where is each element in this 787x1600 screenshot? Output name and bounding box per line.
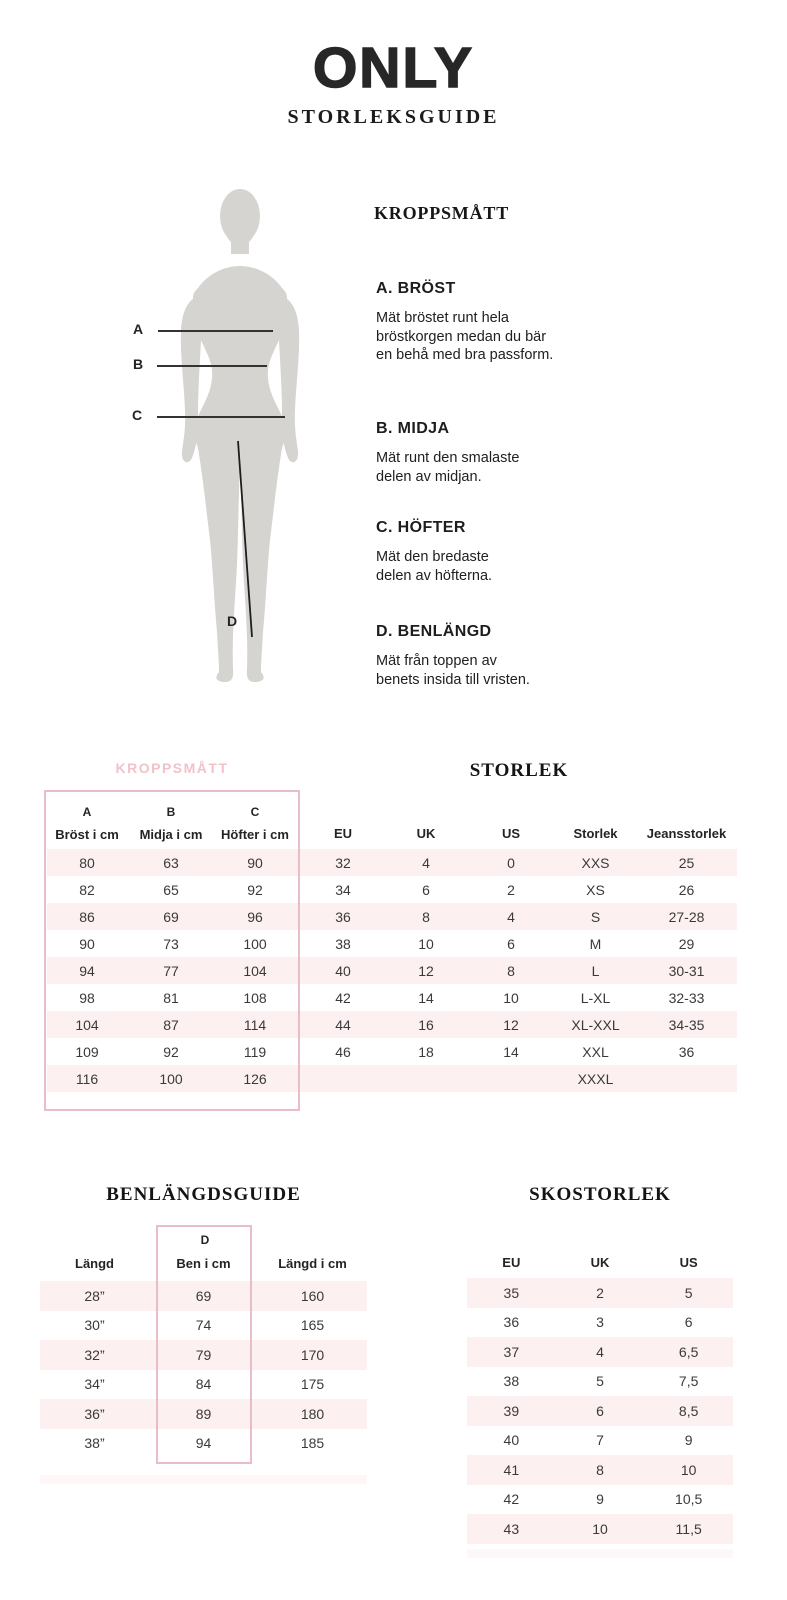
section-title: C. HÖFTER bbox=[376, 519, 466, 536]
table-row: 90 73 100 bbox=[79, 935, 267, 952]
section-title: A. BRÖST bbox=[376, 280, 456, 297]
leg-table-title: BENLÄNGDSGUIDE bbox=[106, 1184, 301, 1205]
section-title: B. MIDJA bbox=[376, 420, 450, 437]
body-table-label: KROPPSMÅTT bbox=[115, 760, 229, 776]
section-text: Mät från toppen av benets insida till vristen. bbox=[376, 653, 530, 688]
table-row: 94 77 104 bbox=[79, 962, 267, 979]
table-row: 36 3 6 bbox=[503, 1314, 693, 1331]
table-row: 35 2 5 bbox=[467, 1278, 733, 1308]
column-header: US bbox=[501, 826, 521, 841]
table-row: 43 10 11,5 bbox=[467, 1514, 733, 1544]
measurement-section-waist bbox=[376, 420, 596, 486]
column-letter: B bbox=[166, 805, 176, 819]
size-table-header bbox=[303, 826, 735, 841]
table-row: 44 16 12 XL-XXL 34-35 bbox=[47, 1011, 737, 1038]
table-row: 42 9 10,5 bbox=[503, 1491, 703, 1508]
page-title: STORLEKSGUIDE bbox=[287, 106, 500, 128]
shoe-table-title: SKOSTORLEK bbox=[529, 1184, 671, 1205]
measure-line-a bbox=[158, 330, 273, 332]
table-row: 36” 89 180 bbox=[40, 1399, 367, 1429]
fade-stripe bbox=[467, 1549, 733, 1558]
section-text: Mät bröstet runt hela bröstkorgen medan du bär en behå med bra passform. bbox=[376, 310, 554, 363]
table-row: 32” 79 170 bbox=[40, 1340, 367, 1370]
table-row: 41 8 10 bbox=[467, 1455, 733, 1485]
body-table-frame bbox=[44, 790, 300, 1111]
table-row: 116 100 126 bbox=[75, 1070, 267, 1087]
table-row: 109 92 119 bbox=[75, 1043, 267, 1060]
shoe-table-header bbox=[467, 1255, 733, 1270]
diagram-label-b: B bbox=[133, 356, 144, 372]
column-header: UK bbox=[590, 1255, 610, 1270]
diagram-label-a: A bbox=[133, 321, 144, 337]
table-row: 46 18 14 XXL 36 bbox=[335, 1043, 695, 1060]
column-header: Storlek bbox=[573, 826, 618, 841]
column-header: Längd i cm bbox=[278, 1256, 347, 1271]
section-title: D. BENLÄNGD bbox=[376, 623, 492, 640]
section-text: Mät den bredaste delen av höfterna. bbox=[376, 549, 493, 584]
size-table-title: STORLEK bbox=[469, 760, 569, 781]
fade-stripe bbox=[40, 1475, 367, 1484]
table-row: 38 10 6 M 29 bbox=[335, 935, 695, 952]
table-row: 37 4 6,5 bbox=[467, 1337, 733, 1367]
measurement-section-leg bbox=[376, 623, 596, 689]
female-silhouette-icon bbox=[120, 188, 320, 688]
column-header: EU bbox=[333, 826, 353, 841]
body-measurements-heading: KROPPSMÅTT bbox=[374, 203, 510, 223]
column-header: US bbox=[679, 1255, 698, 1270]
table-row: 38 5 7,5 bbox=[503, 1373, 699, 1390]
column-header: Ben i cm bbox=[176, 1256, 231, 1271]
column-header: EU bbox=[502, 1255, 521, 1270]
leg-table-d-label: D bbox=[200, 1233, 210, 1247]
brand-logo: ONLY bbox=[312, 36, 475, 100]
shoe-table-rows bbox=[467, 1278, 733, 1544]
table-row: 30” 74 165 bbox=[84, 1317, 325, 1334]
column-letter: C bbox=[250, 805, 260, 819]
table-row: 80 63 90 bbox=[79, 854, 263, 871]
column-header: Jeansstorlek bbox=[646, 826, 727, 841]
diagram-label-c: C bbox=[132, 407, 143, 423]
measure-line-b bbox=[157, 365, 267, 367]
table-row: 39 6 8,5 bbox=[467, 1396, 733, 1426]
body-diagram bbox=[120, 188, 320, 688]
diagram-label-d: D bbox=[227, 613, 238, 629]
column-header: Midja i cm bbox=[139, 827, 203, 842]
table-row: 36 8 4 S 27-28 bbox=[47, 903, 737, 930]
table-row: 104 87 114 bbox=[75, 1016, 267, 1033]
column-header: Längd bbox=[75, 1256, 114, 1271]
measurement-section-bust bbox=[376, 280, 596, 365]
table-row: 86 69 96 bbox=[79, 908, 263, 925]
column-header: UK bbox=[416, 826, 436, 841]
table-row: 38” 94 185 bbox=[84, 1435, 325, 1452]
table-row: 28” 69 160 bbox=[40, 1281, 367, 1311]
table-row: 40 12 8 L 30-31 bbox=[47, 957, 737, 984]
table-row: 40 7 9 bbox=[503, 1432, 693, 1449]
table-row: 82 65 92 bbox=[79, 881, 263, 898]
table-row: 34” 84 175 bbox=[84, 1376, 325, 1393]
table-row: 32 4 0 XXS 25 bbox=[47, 849, 737, 876]
measurement-section-hips bbox=[376, 519, 596, 585]
section-text: Mät runt den smalaste delen av midjan. bbox=[376, 450, 520, 485]
table-row: 98 81 108 bbox=[79, 989, 267, 1006]
column-header: Bröst i cm bbox=[55, 827, 119, 842]
leg-table-frame bbox=[156, 1225, 252, 1464]
table-row: 34 6 2 XS 26 bbox=[335, 881, 695, 898]
table-row: 42 14 10 L-XL 32-33 bbox=[335, 989, 705, 1006]
table-row: XXXL bbox=[47, 1065, 737, 1092]
measure-line-c bbox=[157, 416, 285, 418]
column-letter: A bbox=[82, 805, 92, 819]
column-header: Höfter i cm bbox=[221, 827, 289, 842]
